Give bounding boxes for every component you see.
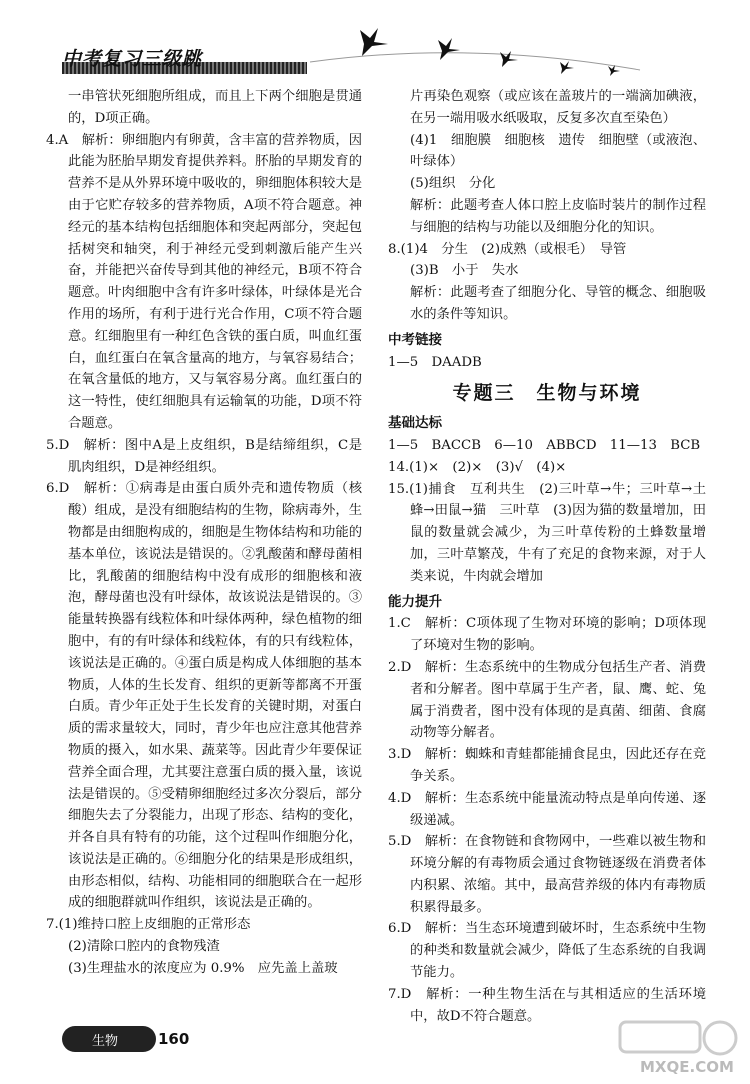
nengli-answer-1: 1.C 解析：C项体现了生物对环境的影响；D项体现了环境对生物的影响。 [388,616,706,654]
watermark-text: MXQE.COM [640,1058,734,1076]
nengli-answer-2: 2.D 解析：生态系统中的生物成分包括生产者、消费者和分解者。图中草属于生产者，鼠、鹰、蛇、兔属于消费者，图中没有体现的是真菌、细菌、食腐动物等分解者。 [388,659,706,741]
answer-7-3: (3)生理盐水的浓度应为 0.9% 应先盖上盖玻 [68,960,338,976]
page-footer [62,1020,202,1060]
zhongkao-answers: 1—5 DAADB [388,354,482,370]
nengli-answer-7: 7.D 解析：一种生物生活在与其相适应的生活环境中，故D不符合题意。 [388,986,706,1024]
nengli-answer-4: 4.D 解析：生态系统中能量流动特点是单向传递、逐级递减。 [388,790,706,828]
answer-paragraph: 一串管状死细胞所组成，而且上下两个细胞是贯通的，D项正确。 [68,89,362,126]
answer-8-3: (3)B 小于 失水 [410,263,519,279]
answer-4: 4.A 解析：卵细胞内有卵黄，含丰富的营养物质，因此能为胚胎早期发育提供养料。肧胎的早期发育的营养不是从外界环境中吸收的，卵细胞体积较大是由于它贮存较多的营养物质，A项不符合题意。神经元的基本结构包括细胞体和突起两部分，突起包括树突和轴突，利于神经元受到刺激后能产生兴奋，并能把兴奋传导到其他的神经元，B项不符合题意。叶肉细胞中含有许多叶绿体，叶绿体是光合作用的场所，有利于进行光合作用，C项不符合题意。红细胞里有一种红色含铁的蛋白质，叫血红蛋白，血红蛋白在氧含量高的地方，与氧容易结合；在氧含量低的地方，又与氧容易分离。血红蛋白的这一特性，使红细胞具有运输氧的功能，D项不符合题意。 [46,132,362,431]
nengli-answer-6: 6.D 解析：当生态环境遭到破坏时，生态系统中生物的种类和数量就会减少，降低了生态系统的自我调节能力。 [388,921,706,981]
watermark [600,1010,740,1080]
nengli-answer-5: 5.D 解析：在食物链和食物网中，一些难以被生物和环境分解的有毒物质会通过食物链逐级在消费者体内积累、浓缩。其中，最高营养级的体内有毒物质积累得最多。 [388,834,706,915]
answer-8-analysis: 解析：此题考查了细胞分化、导管的概念、细胞吸水的条件等知识。 [410,285,706,322]
section-heading-zhongkao: 中考链接 [388,331,442,348]
topic-title: 专题三 生物与环境 [452,382,642,405]
page-number: 160 [158,1030,190,1048]
answer-7-4: (4)1 细胞膜 细胞核 遗传 细胞壁（或液泡、叶绿体） [410,132,706,170]
watermark-logo-icon [600,1010,740,1060]
right-column [388,86,706,1027]
left-column [46,86,362,980]
jichu-answers-14: 14.(1)× (2)× (3)√ (4)× [388,459,567,475]
answer-8-1: 8.(1)4 分生 (2)成熟（或根毛） 导管 [388,241,627,257]
answer-7-analysis: 解析：此题考查人体口腔上皮临时装片的制作过程与细胞的结构与功能以及细胞分化的知识。 [410,197,706,235]
section-heading-jichu: 基础达标 [388,415,442,432]
answer-5: 5.D 解析：图中A是上皮组织，B是结缔组织，C是肌肉组织，D是神经组织。 [46,437,362,475]
answer-7-1: 7.(1)维持口腔上皮细胞的正常形态 [46,917,251,933]
jichu-answers-1: 1—5 BACCB 6—10 ABBCD 11—13 BCB [388,437,701,453]
answer-7-5: (5)组织 分化 [410,176,496,192]
section-heading-nengli: 能力提升 [388,593,442,610]
jichu-answers-15: 15.(1)捕食 互利共生 (2)三叶草→牛；三叶草→土蜂→田鼠→猫 三叶草 (3)因为猫的数量增加，田鼠的数量就会减少，为三叶草传粉的土蜂数量增加，三叶草繁茂，牛有了充足的食物来源，对于人类来说，牛肉就会增加 [388,481,706,584]
answer-6: 6.D 解析：①病毒是由蛋白质外壳和遗传物质（核酸）组成，是没有细胞结构的生物，除病毒外，生物都是由细胞构成的，细胞是生物体结构和功能的基本单位，该说法是错误的。②乳酸菌和酵母菌相比，乳酸菌的细胞结构中没有成形的细胞核和液泡，酵母菌也没有叶绿体，故该说法是错误的。③能量转换器有线粒体和叶绿体两种，绿色植物的细胞中，有的有叶绿体和线粒体，有的只有线粒体，该说法是正确的。④蛋白质是构成人体细胞的基本物质，人体的生长发育、组织的更新等都离不开蛋白质。青少年正处于生长发育的关键时期，对蛋白质的需求量较大，同时，青少年也应注意其他营养物质的摄入，如水果、蔬菜等。因此青少年要保证营养全面合理，尤其要注意蛋白质的摄入量，该说法是错误的。⑤受精卵细胞经过多次分裂后，部分细胞失去了分裂能力，出现了形态、结构的变化，并各自具有特有的功能，这个过程叫作细胞分化，该说法是正确的。⑥细胞分化的结果是形成组织，由形态相似，结构、功能相同的细胞联合在一起形成的细胞群就叫作组织，该说法是正确的。 [46,481,362,911]
header-title: 中考复习三级跳 [62,48,203,70]
page-header [0,0,750,80]
answer-7-3-cont: 片再染色观察（或应该在盖玻片的一端滴加碘液，在另一端用吸水纸吸取，反复多次直至染色） [410,89,706,126]
nengli-answer-3: 3.D 解析：蜘蛛和青蛙都能捕食昆虫，因此还存在竞争关系。 [388,747,706,784]
answer-7-2: (2)清除口腔内的食物残渣 [68,939,220,955]
subject-label: 生物 [92,1034,119,1049]
